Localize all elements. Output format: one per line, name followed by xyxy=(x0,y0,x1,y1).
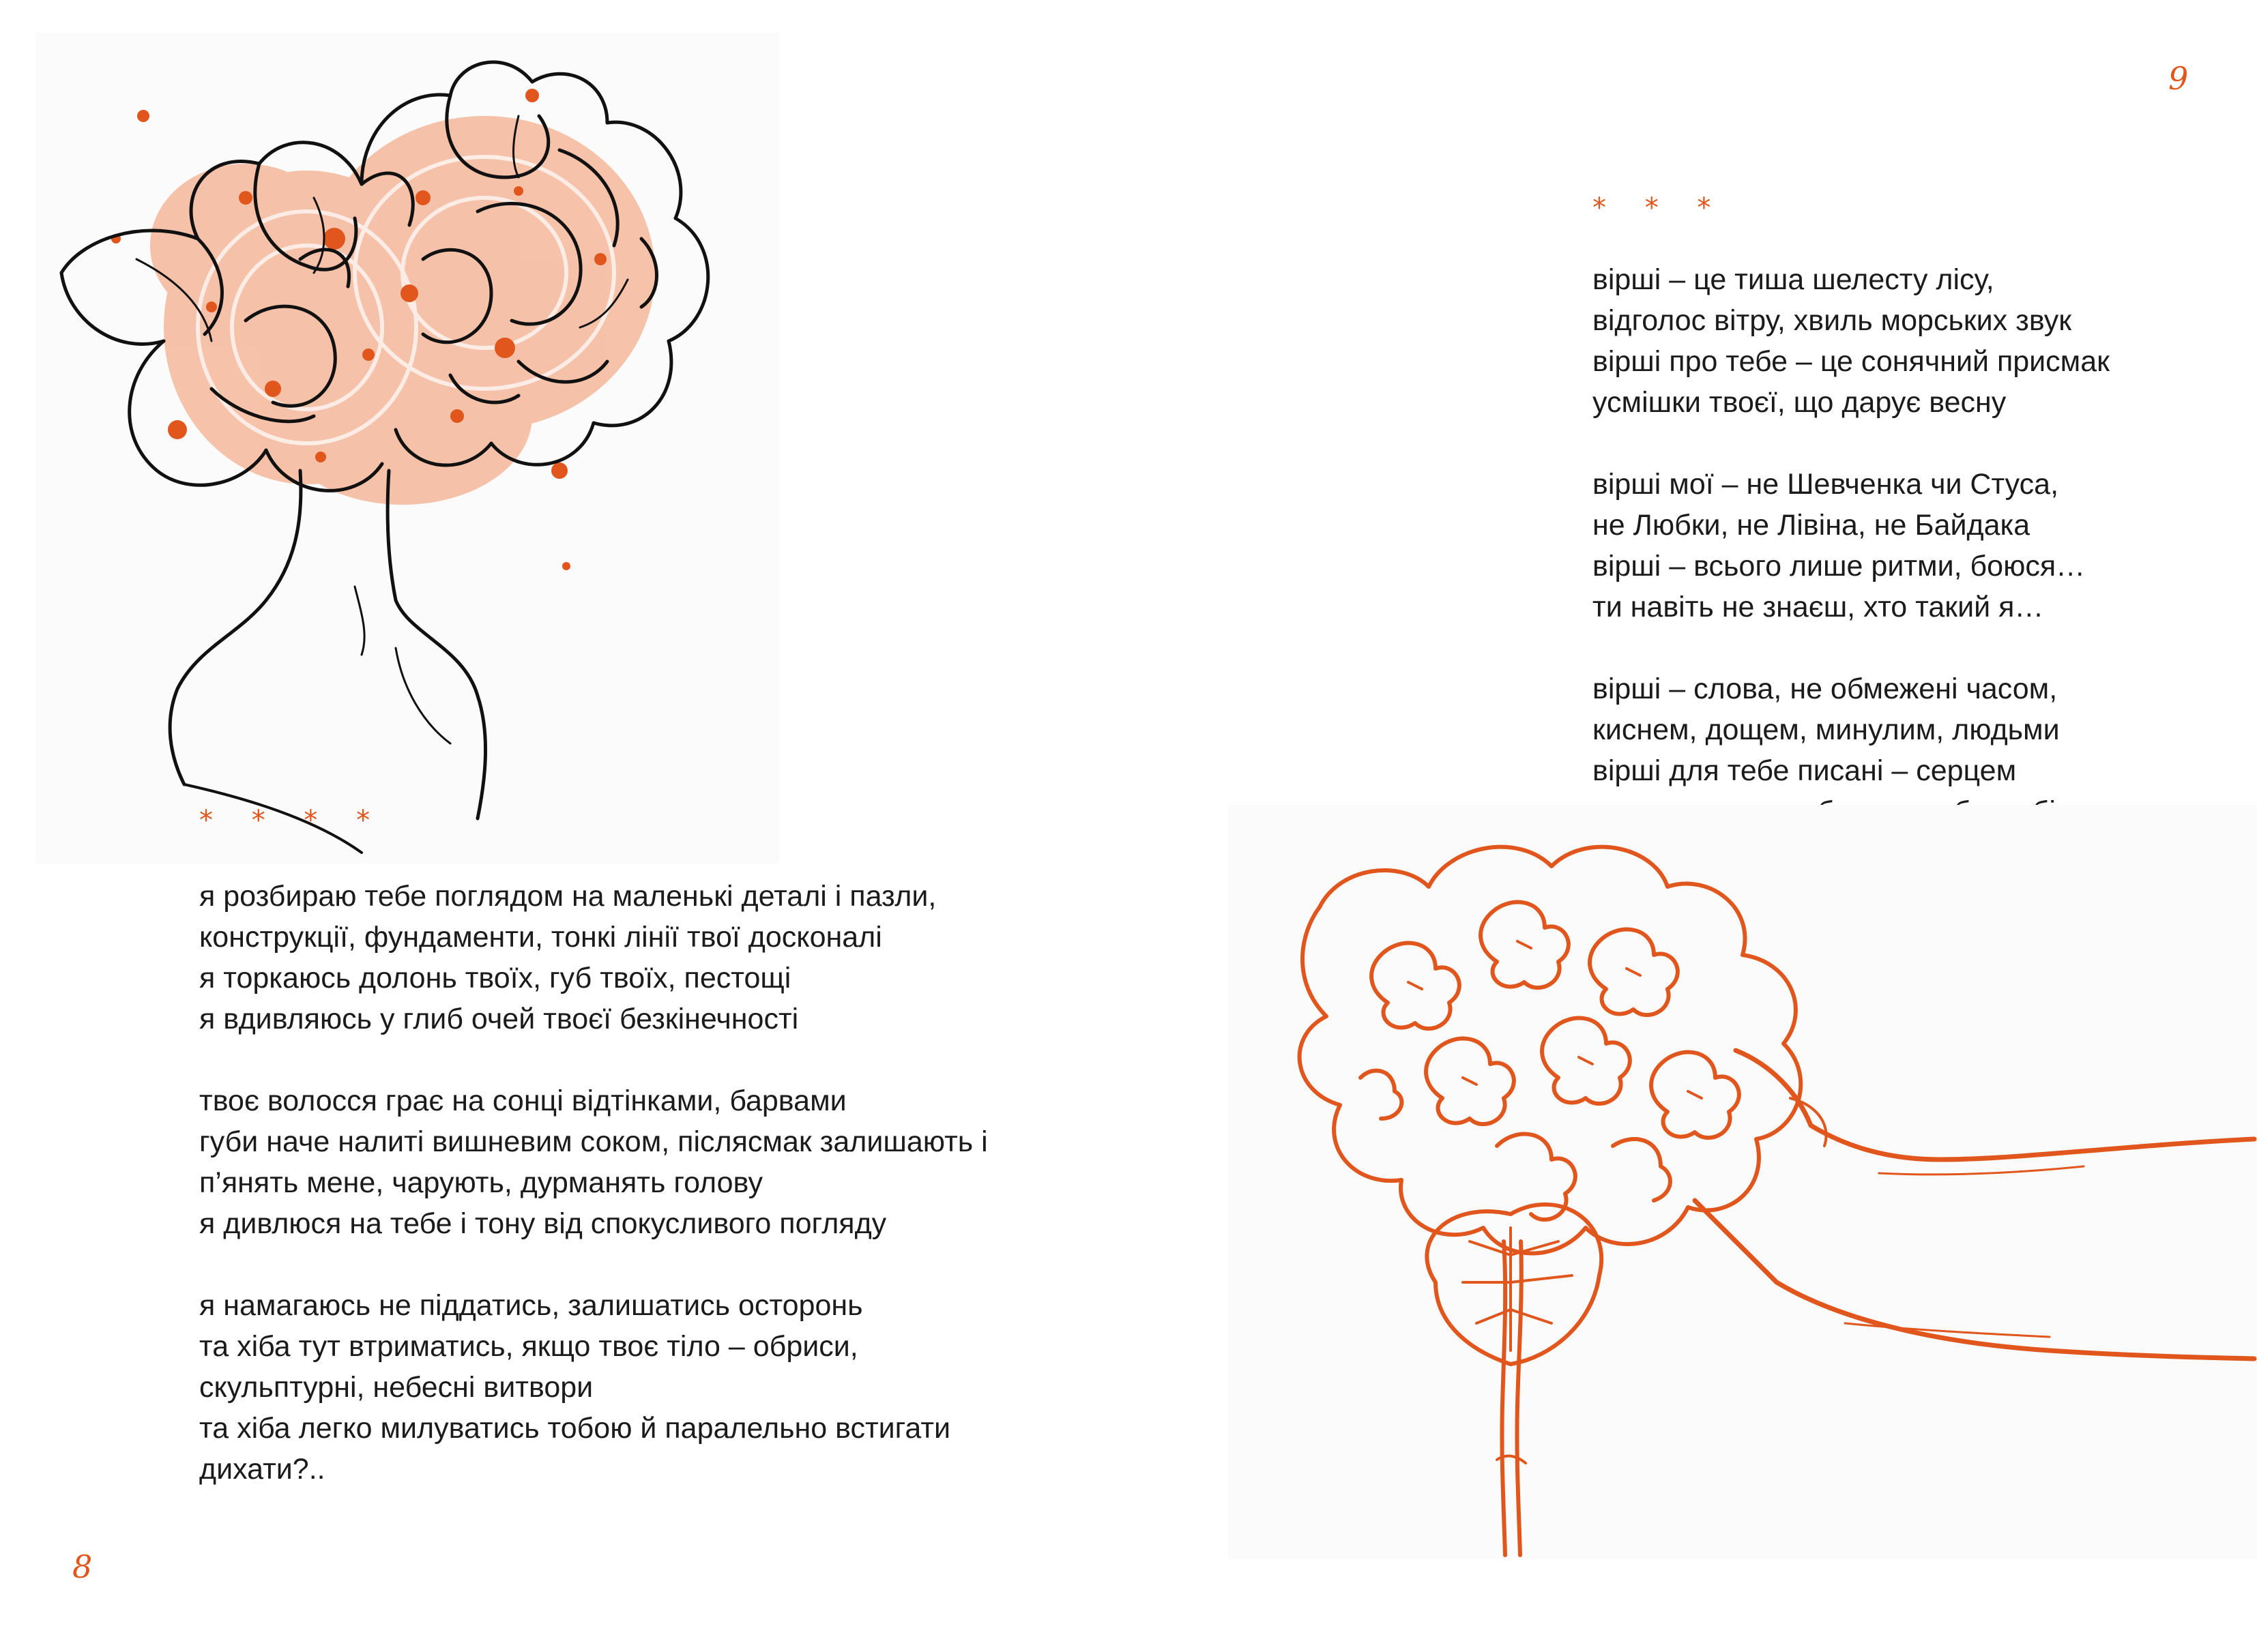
poem-line: я вдивляюсь у глиб очей твоєї безкінечності xyxy=(199,1003,799,1035)
poem-line: та хіба тут втриматись, якщо твоє тіло – обриси, xyxy=(199,1330,858,1363)
right-stanza xyxy=(1592,259,2110,423)
poem-line: я намагаюсь не піддатись, залишатись осторонь xyxy=(199,1289,863,1322)
hand-holding-hydrangea-illustration xyxy=(1231,805,2254,1555)
right-poem-separator: * * * xyxy=(1592,192,1726,224)
poem-line: вірші – це тиша шелесту лісу, xyxy=(1592,263,1994,296)
left-stanza xyxy=(199,1080,988,1244)
poem-line: вірші – слова, не обмежені часом, xyxy=(1592,673,2058,705)
poem-line: ти навіть не знаєш, хто такий я… xyxy=(1592,591,2044,623)
right-stanza xyxy=(1592,464,2110,628)
left-poem-separator: * * * * xyxy=(199,805,385,836)
woman-with-flower-head-illustration xyxy=(41,34,757,866)
poem-line: киснем, дощем, минулим, людьми xyxy=(1592,713,2060,746)
poem-line: вірші про тебе – це сонячний присмак xyxy=(1592,345,2110,378)
poem-line: не Любки, не Лівіна, не Байдака xyxy=(1592,509,2030,542)
poem-line: вірші мої – не Шевченка чи Стуса, xyxy=(1592,468,2059,501)
poem-line: дихати?.. xyxy=(199,1453,325,1486)
left-page xyxy=(0,0,1128,1652)
poem-line: п’янять мене, чарують, дурманять голову xyxy=(199,1166,763,1199)
poem-line: я дивлюся на тебе і тону від спокусливого погляду xyxy=(199,1207,887,1240)
poem-line: та хіба легко милуватись тобою й паралельно встигати xyxy=(199,1412,951,1445)
poem-line: я розбираю тебе поглядом на маленькі деталі і пазли, xyxy=(199,880,937,913)
poem-line: я торкаюсь долонь твоїх, губ твоїх, пестощі xyxy=(199,962,791,994)
left-page-number: 8 xyxy=(72,1548,93,1585)
right-page xyxy=(1128,0,2257,1652)
poem-line: конструкції, фундаменти, тонкі лінії твої досконалі xyxy=(199,921,882,954)
poem-line: скульптурні, небесні витвори xyxy=(199,1371,594,1404)
left-stanza xyxy=(199,1285,988,1490)
poem-line: усмішки твоєї, що дарує весну xyxy=(1592,386,2007,419)
left-poem xyxy=(199,876,988,1531)
right-page-number: 9 xyxy=(2168,60,2189,97)
right-poem xyxy=(1592,259,2110,873)
poem-line: вірші – всього лише ритми, боюся… xyxy=(1592,550,2086,582)
poem-line: вірші для тебе писані – серцем xyxy=(1592,754,2017,787)
poem-line: відголос вітру, хвиль морських звук xyxy=(1592,304,2072,337)
left-stanza xyxy=(199,876,988,1039)
poem-line: губи наче налиті вишневим соком, післясмак залишають і xyxy=(199,1125,988,1158)
poem-line: твоє волосся грає на сонці відтінками, барвами xyxy=(199,1085,847,1117)
